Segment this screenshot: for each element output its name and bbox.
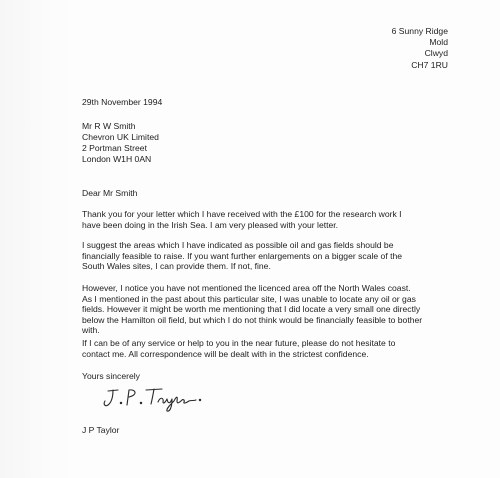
sender-address-line: Mold bbox=[429, 37, 448, 48]
recipient-line: Mr R W Smith bbox=[82, 121, 136, 131]
paragraph-line: However, I notice you have not mentioned the licenced area off the North Wales coast. bbox=[82, 283, 411, 293]
recipient-address bbox=[82, 121, 159, 165]
paragraph-line: financially feasible to raise. If you want further enlargements on a bigger scale of the bbox=[82, 250, 403, 261]
closing: Yours sincerely bbox=[82, 371, 140, 381]
paragraph-line: Thank you for your letter which I have received with the £100 for the research work I bbox=[82, 209, 402, 219]
body-paragraph-thanks bbox=[82, 209, 462, 230]
letter-date: 29th November 1994 bbox=[82, 97, 163, 107]
body-paragraph-suggestion bbox=[82, 240, 462, 272]
recipient-line: Chevron UK Limited bbox=[82, 132, 159, 142]
paragraph-line: contact me. All correspondence will be dealt with in the strictest confidence. bbox=[82, 348, 369, 359]
recipient-line: 2 Portman Street bbox=[82, 143, 147, 153]
page-edge-shadow bbox=[0, 0, 78, 478]
signature bbox=[96, 381, 226, 417]
signer-name: J P Taylor bbox=[82, 425, 120, 435]
paragraph-line: below the Hamilton oil field, but which I do not think would be financially feasible to bother bbox=[82, 314, 423, 325]
paragraph-line: have been doing in the Irish Sea. I am very pleased with your letter. bbox=[82, 219, 339, 230]
paragraph-line: fields. However it might be worth me mentioning that I did locate a very small one directly bbox=[82, 304, 421, 315]
body-paragraph-service bbox=[82, 338, 462, 359]
salutation: Dear Mr Smith bbox=[82, 188, 138, 198]
paragraph-line: I suggest the areas which I have indicated as possible oil and gas fields should be bbox=[82, 240, 394, 250]
paragraph-line: South Wales sites, I can provide them. If not, fine. bbox=[82, 261, 271, 272]
paragraph-line: If I can be of any service or help to you in the near future, please do not hesitate to bbox=[82, 338, 396, 348]
body-paragraph-north-wales bbox=[82, 283, 462, 336]
recipient-line: London W1H 0AN bbox=[82, 154, 152, 164]
paragraph-line: with. bbox=[82, 325, 100, 336]
sender-address bbox=[392, 26, 448, 71]
paragraph-line: As I mentioned in the past about this particular site, I was unable to locate any oil or gas bbox=[82, 293, 416, 304]
sender-address-line: Clwyd bbox=[424, 48, 448, 59]
sender-address-line: CH7 1RU bbox=[411, 59, 448, 70]
sender-address-line: 6 Sunny Ridge bbox=[391, 26, 448, 36]
